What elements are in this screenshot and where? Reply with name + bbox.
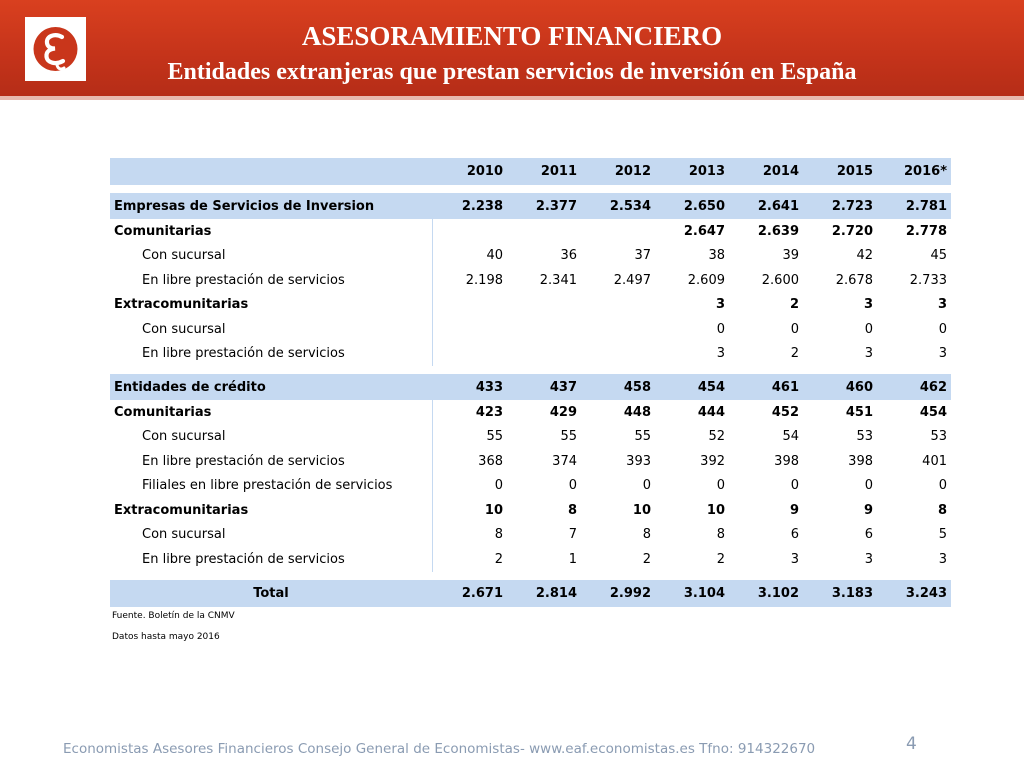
section-row: [110, 374, 951, 400]
value-cell: 2.733: [909, 272, 947, 288]
table-row: [110, 547, 951, 572]
value-cell: 433: [433, 374, 508, 400]
total-row: [110, 580, 951, 607]
table-row: [110, 523, 951, 548]
value-cell: 461: [729, 374, 803, 400]
value-cell: 0: [716, 321, 725, 337]
value-cell: 0: [433, 474, 508, 499]
row-label: Comunitarias: [114, 404, 212, 420]
value-cell: [433, 317, 508, 342]
value-cell: 393: [626, 453, 651, 469]
row-label: En libre prestación de servicios: [142, 272, 345, 288]
value-cell: 0: [790, 478, 799, 494]
value-cell: [581, 342, 655, 367]
row-label: Empresas de Servicios de Inversion: [110, 193, 433, 219]
value-cell: [507, 293, 581, 318]
row-label: Filiales en libre prestación de servicios: [142, 478, 393, 494]
value-cell: 55: [634, 429, 651, 445]
value-cell: 3: [938, 346, 947, 362]
row-label: En libre prestación de servicios: [142, 453, 345, 469]
value-cell: 3.104: [655, 580, 729, 607]
spacer-cell: [110, 572, 951, 580]
column-header: 2015: [803, 158, 877, 185]
spacer-row: [110, 366, 951, 374]
value-cell: 2: [716, 551, 725, 567]
table-row: [110, 293, 951, 318]
value-cell: 10: [632, 502, 651, 518]
value-cell: 2.778: [905, 223, 947, 239]
value-cell: 401: [922, 453, 947, 469]
section-row: [110, 193, 951, 219]
value-cell: 2.781: [877, 193, 951, 219]
row-label: Extracomunitarias: [114, 297, 249, 313]
page-number: 4: [906, 734, 917, 754]
value-cell: 8: [716, 527, 725, 543]
value-cell: [581, 219, 655, 244]
value-cell: 2: [789, 297, 799, 313]
date-note: Datos hasta mayo 2016: [112, 632, 220, 642]
value-cell: 0: [938, 478, 947, 494]
value-cell: 0: [716, 478, 725, 494]
value-cell: 2.238: [433, 193, 508, 219]
header-divider: [0, 96, 1024, 100]
value-cell: 8: [937, 502, 947, 518]
value-cell: [507, 317, 581, 342]
value-cell: 0: [864, 478, 873, 494]
value-cell: [433, 342, 508, 367]
value-cell: 437: [507, 374, 581, 400]
value-cell: 6: [790, 527, 799, 543]
row-label: Con sucursal: [142, 321, 226, 337]
table-row: [110, 342, 951, 367]
column-header: 2012: [581, 158, 655, 185]
value-cell: [433, 219, 508, 244]
page-subtitle: Entidades extranjeras que prestan servicios de inversión en España: [167, 59, 857, 85]
value-cell: 9: [789, 502, 799, 518]
value-cell: 1: [568, 551, 577, 567]
value-cell: 53: [930, 429, 947, 445]
value-cell: 2.534: [581, 193, 655, 219]
value-cell: 2.341: [539, 272, 577, 288]
value-cell: 2.992: [581, 580, 655, 607]
value-cell: 3.183: [803, 580, 877, 607]
value-cell: 423: [433, 400, 508, 425]
value-cell: 2.639: [757, 223, 799, 239]
value-cell: 55: [433, 425, 508, 450]
value-cell: 2: [433, 547, 508, 572]
spacer-cell: [110, 366, 951, 374]
value-cell: 429: [549, 404, 577, 420]
value-cell: 54: [782, 429, 799, 445]
value-cell: 451: [845, 404, 873, 420]
value-cell: 2: [790, 346, 799, 362]
table-row: [110, 425, 951, 450]
value-cell: 2.600: [761, 272, 799, 288]
row-label: En libre prestación de servicios: [142, 551, 345, 567]
value-cell: 6: [864, 527, 873, 543]
table-body: [110, 185, 951, 607]
value-cell: 3: [716, 346, 725, 362]
value-cell: 2.678: [835, 272, 873, 288]
value-cell: 3: [864, 551, 873, 567]
entities-table: [110, 158, 951, 607]
value-cell: 2.609: [687, 272, 725, 288]
source-note: Fuente. Boletín de la CNMV: [112, 611, 235, 621]
value-cell: 2.720: [831, 223, 873, 239]
value-cell: 2.723: [803, 193, 877, 219]
value-cell: 374: [552, 453, 577, 469]
value-cell: 3: [864, 346, 873, 362]
value-cell: 458: [581, 374, 655, 400]
value-cell: 37: [634, 248, 651, 264]
table-row: [110, 474, 951, 499]
value-cell: 38: [708, 248, 725, 264]
value-cell: 52: [708, 429, 725, 445]
value-cell: 42: [856, 248, 873, 264]
value-cell: 0: [642, 478, 651, 494]
value-cell: 2.647: [683, 223, 725, 239]
spacer-row: [110, 185, 951, 193]
value-cell: 398: [774, 453, 799, 469]
row-label: Con sucursal: [142, 248, 226, 264]
value-cell: 454: [655, 374, 729, 400]
value-cell: 2.377: [507, 193, 581, 219]
value-cell: 10: [706, 502, 725, 518]
value-cell: 3: [863, 297, 873, 313]
value-cell: 2.814: [507, 580, 581, 607]
value-cell: 9: [863, 502, 873, 518]
row-label: Con sucursal: [142, 527, 226, 543]
row-label: Total: [110, 580, 433, 607]
value-cell: 36: [560, 248, 577, 264]
value-cell: 2.497: [613, 272, 651, 288]
value-cell: 2.641: [729, 193, 803, 219]
column-header: 2014: [729, 158, 803, 185]
table-row: [110, 400, 951, 425]
table-row: [110, 498, 951, 523]
value-cell: 0: [568, 478, 577, 494]
table-row: [110, 244, 951, 269]
row-label: Comunitarias: [114, 223, 212, 239]
value-cell: 462: [877, 374, 951, 400]
value-cell: [507, 219, 581, 244]
value-cell: 2.198: [433, 268, 508, 293]
value-cell: 454: [919, 404, 947, 420]
value-cell: 3.243: [877, 580, 951, 607]
value-cell: 5: [938, 527, 947, 543]
value-cell: 368: [433, 449, 508, 474]
row-label: Entidades de crédito: [110, 374, 433, 400]
column-header: 2016*: [877, 158, 951, 185]
value-cell: 3.102: [729, 580, 803, 607]
value-cell: 392: [700, 453, 725, 469]
column-header: 2013: [655, 158, 729, 185]
value-cell: 0: [790, 321, 799, 337]
value-cell: 55: [560, 429, 577, 445]
value-cell: 0: [938, 321, 947, 337]
spacer-row: [110, 572, 951, 580]
value-cell: 460: [803, 374, 877, 400]
value-cell: 2: [642, 551, 651, 567]
value-cell: 444: [697, 404, 725, 420]
value-cell: 0: [864, 321, 873, 337]
value-cell: 39: [782, 248, 799, 264]
value-cell: 3: [790, 551, 799, 567]
header-label-cell: [110, 158, 433, 185]
table-row: [110, 317, 951, 342]
row-label: Con sucursal: [142, 429, 226, 445]
value-cell: 3: [715, 297, 725, 313]
spacer-cell: [110, 185, 951, 193]
table-row: [110, 449, 951, 474]
value-cell: [581, 317, 655, 342]
column-header: 2010: [433, 158, 508, 185]
value-cell: 7: [568, 527, 577, 543]
value-cell: 8: [567, 502, 577, 518]
value-cell: [433, 293, 508, 318]
row-label: Extracomunitarias: [114, 502, 249, 518]
value-cell: 40: [433, 244, 508, 269]
value-cell: [507, 342, 581, 367]
value-cell: 2.671: [433, 580, 508, 607]
table-row: [110, 268, 951, 293]
value-cell: 45: [930, 248, 947, 264]
value-cell: 3: [937, 297, 947, 313]
value-cell: 448: [623, 404, 651, 420]
row-label: En libre prestación de servicios: [142, 346, 345, 362]
value-cell: 53: [856, 429, 873, 445]
value-cell: 452: [771, 404, 799, 420]
footer-text: Economistas Asesores Financieros Consejo General de Economistas- www.eaf.economistas.es Tfno: 914322670: [63, 741, 816, 757]
value-cell: 3: [938, 551, 947, 567]
page-title: ASESORAMIENTO FINANCIERO: [301, 21, 723, 51]
table-header-row: [110, 158, 951, 185]
value-cell: 8: [642, 527, 651, 543]
value-cell: 8: [433, 523, 508, 548]
value-cell: 10: [433, 498, 508, 523]
table-row: [110, 219, 951, 244]
value-cell: 398: [848, 453, 873, 469]
value-cell: 2.650: [655, 193, 729, 219]
column-header: 2011: [507, 158, 581, 185]
value-cell: [581, 293, 655, 318]
